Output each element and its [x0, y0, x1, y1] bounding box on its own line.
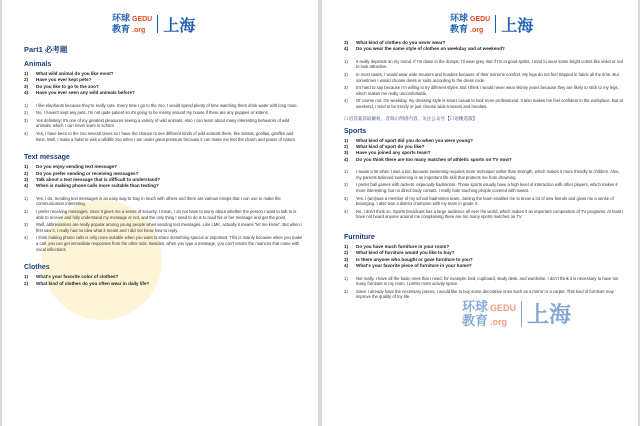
item-number: 1)	[344, 169, 348, 175]
promo-note: 口语答案获取解析，音频示例请内容，关注公众号【口语精选版】	[344, 115, 478, 121]
question-item	[24, 281, 304, 287]
answer-item	[344, 169, 624, 180]
section-title-sports: Sports	[344, 127, 367, 135]
question-text: Is there anyone who bought or gave furniture to you?	[356, 256, 473, 262]
logo-org-text: .org	[132, 27, 146, 34]
item-number: 4)	[24, 235, 28, 241]
answer-item	[344, 72, 624, 83]
logo-divider	[521, 301, 522, 327]
item-number: 1)	[24, 164, 29, 170]
right-content	[344, 40, 624, 300]
animals-answers	[24, 103, 304, 143]
item-number: 4)	[24, 183, 29, 189]
header-logo	[112, 12, 195, 36]
item-number: 3)	[344, 40, 349, 45]
question-text: What's your favorite color of clothes?	[36, 274, 119, 280]
question-text: What kind of sport do you like?	[356, 143, 425, 149]
logo-city: 上海	[527, 302, 572, 327]
question-text: Talk about a text message that is difficult to understand?	[36, 177, 161, 182]
item-number: 4)	[344, 156, 349, 162]
item-number: 1)	[24, 102, 28, 108]
left-content	[24, 44, 304, 287]
answer-item	[24, 235, 304, 252]
item-number: 4)	[24, 131, 28, 136]
answer-text: I like elephants because they're really cute. Every time I go to the zoo, I would spend plenty of time watching them drink water with long nose.	[36, 102, 298, 108]
logo-bottom-text: 教育	[462, 312, 489, 328]
logo-city: 上海	[501, 17, 534, 35]
animals-questions	[24, 71, 304, 97]
logo-gedu-text: GEDU	[490, 302, 517, 313]
answer-text: In most cases, I would wear wide trousers and hoodies because of their extreme comfort. My legs do not feel trapped in fabric all the time. But sometimes I would choose dress or suits according to the dress code.	[356, 72, 619, 83]
logo-org-text: .org	[470, 27, 484, 34]
item-number: 2)	[344, 72, 348, 77]
answer-text: It's hard to say because I'm willing to try different styles. But I think I would never wear skinny jeans because they are likely to stick to my legs, which makes me really uncomfortable.	[356, 85, 619, 96]
answer-text: Well, abbreviations are really popular among young people when sending text messages. Like LMK, actually it means "let me know". But when I first saw it, I really had no idea what it meant and I did not know how to reply.	[36, 222, 303, 233]
section-title-text-message: Text message	[24, 154, 70, 162]
clothes-questions	[24, 274, 304, 287]
answer-item	[24, 110, 304, 116]
question-text: What's your favorite piece of furniture in your home?	[356, 263, 472, 269]
furniture-questions	[344, 244, 624, 270]
question-text: Do you enjoy sending text message?	[36, 164, 117, 170]
answer-text: I prefer ball games with rackets, especially badminton. Those sports usually have a high level of interaction with other players, which makes it more interesting, but no direct body contact. I really hate touching people covered with sweat.	[356, 182, 618, 193]
item-number: 4)	[344, 98, 348, 104]
question-text: Do you like to go to the zoo?	[36, 83, 99, 89]
item-number: 3)	[24, 222, 28, 228]
item-number: 3)	[344, 85, 348, 91]
item-number: 1)	[344, 275, 348, 281]
item-number: 3)	[344, 256, 349, 262]
item-number: 1)	[344, 137, 349, 143]
logo-divider	[157, 15, 158, 33]
answer-text: Yes, I (am)was a member of my school badminton team. Joining the team enables me to know a lot of new friends and gives me a sense of belonging. I also won a district champion with my team in grade X.	[356, 195, 614, 207]
answer-text: Yes, I do. Sending text messages is an easy way to stay in touch with others and there are various emojis that I can use to make the communication interesting.	[36, 195, 281, 207]
item-number: 4)	[344, 46, 349, 52]
answer-item	[24, 118, 304, 129]
answer-item	[344, 276, 624, 287]
question-text: What kind of sport did you do when you were young?	[356, 137, 473, 143]
answer-item	[24, 196, 304, 207]
left-page	[2, 0, 318, 426]
mid-page-logo	[462, 298, 571, 329]
answer-text: It really depends on my mood. If I'm down in the dumps, I'll wear grey. But if I'm in good spirits, I tend to wear some bright colors like violet or red to look attractive.	[356, 58, 623, 70]
section-title-clothes: Clothes	[24, 264, 50, 272]
item-number: 1)	[24, 71, 29, 76]
answer-text: Not really. I have all the basic ones that I need, for example, bed, cupboard, study desk, and wardrobe. I don't think it is necessary to have too many furniture in my room. I prefer more activity space.	[356, 275, 619, 287]
sports-questions	[344, 138, 624, 164]
logo-top-text: 环球	[462, 298, 489, 314]
right-page	[322, 0, 638, 426]
header-logo-right	[450, 12, 533, 36]
question-text: What kind of clothes do you never wear?	[356, 40, 446, 45]
question-text: Do you think there are too many matches of athletic sports on TV now?	[356, 156, 512, 162]
item-number: 4)	[344, 263, 349, 269]
logo-top-text: 环球	[450, 13, 469, 23]
question-text: Have you joined any sports team?	[356, 150, 431, 156]
answer-text: Since I already have the necessary pieces, I would like to buy some decorative ones such as a mirror or a carpet. This kind of furniture may improve the quality of my life.	[356, 288, 614, 300]
answer-text: I think making phone calls is only more suitable when you want to share something special or important. This is mainly because when you make a call, you can get immediate responses from the other side. Besides, when you type a message, you can't render the nuances that come with vocal inflections.	[36, 235, 303, 252]
answer-text: I prefer receiving messages, since it gives me a sense of security. I mean, I do not have to worry about whether the person I want to talk to is able to receive and fully understand my message or not, and the only thing I need to do is to read his or her message and get the point.	[36, 209, 297, 220]
answer-text: Of course not. On weekday, my dressing style is smart casual to look more professional. It also makes me feel confident in the workplace. But at weekend, I tend to be trendy or just choose wide trousers and hoodies.	[356, 98, 623, 109]
question-text: Have you ever kept pets?	[36, 77, 92, 83]
clothes-questions-cont	[344, 40, 624, 53]
item-number: 2)	[344, 288, 348, 294]
item-number: 2)	[24, 280, 29, 286]
item-number: 4)	[24, 90, 29, 96]
answer-item	[344, 59, 624, 70]
answer-text: I swam a lot when I was a kid, because swimming requires more technique rather than strength, which makes it more friendly to children. Also, my parents believed swimming is an important life skill that protects me from drowning.	[356, 169, 620, 180]
logo-city: 上海	[163, 17, 196, 35]
answer-text: Yes, I have been to the zoo several times so I have the chance to see different kinds of wild animals there, like zebras, gorillas, giraffes and lions. Well, I make a habit to visit a wildlife zoo when I am under great pressure because it can make me feel the charm and power of nature.	[36, 131, 297, 142]
answer-item	[344, 85, 624, 96]
question-text: Do you have much furniture in your room?	[356, 243, 450, 249]
answer-item	[344, 182, 624, 193]
question-text: When is making phone calls more suitable than texting?	[36, 183, 159, 189]
answer-item	[344, 98, 624, 109]
item-number: 2)	[344, 250, 349, 256]
answer-item	[344, 196, 624, 207]
answer-item	[24, 131, 304, 142]
question-text: Have you ever seen any wild animals before?	[36, 90, 135, 96]
answer-item	[24, 209, 304, 220]
item-number: 3)	[24, 117, 28, 123]
logo-bottom-text: 教育	[112, 24, 131, 34]
item-number: 3)	[24, 177, 29, 182]
item-number: 1)	[344, 243, 349, 249]
part-title: Part1 必考题	[24, 45, 68, 54]
logo-gedu-text: GEDU	[132, 16, 153, 23]
item-number: 1)	[24, 274, 29, 280]
question-text: What kind of clothes do you often wear in daily life?	[36, 280, 150, 286]
section-title-animals: Animals	[24, 61, 52, 68]
item-number: 3)	[24, 83, 29, 89]
question-text: Do you wear the same style of clothes on weekday and at weekend?	[356, 46, 505, 52]
answer-text: No, I don't think so. Sports broadcast has a large audience all over the world, which makes it an important composition of TV programs. At least I have not heard anyone around me complaining there are too many sports matches on TV.	[356, 208, 624, 220]
answer-item	[24, 103, 304, 109]
item-number: 1)	[24, 195, 28, 201]
answer-item	[24, 222, 304, 233]
clothes-answers	[344, 59, 624, 110]
question-text: Do you prefer sending or receiving messages?	[36, 170, 139, 176]
section-title-furniture: Furniture	[344, 233, 375, 241]
item-number: 4)	[344, 208, 348, 214]
answer-text: No, I haven't kept any pets. I'm not quite patient so it's going to be messy around my house if there are any puppies or kittens.	[36, 110, 269, 116]
logo-divider	[495, 15, 496, 33]
question-text: What kind of furniture would you like to buy?	[356, 250, 455, 256]
item-number: 1)	[344, 58, 348, 64]
item-number: 2)	[24, 209, 28, 214]
text-message-questions	[24, 164, 304, 190]
answer-item	[344, 289, 624, 300]
question-text: What wild animal do you like most?	[36, 71, 114, 76]
answer-item	[344, 209, 624, 220]
item-number: 2)	[344, 143, 349, 149]
logo-top-text: 环球	[112, 13, 131, 23]
logo-org-text: .org	[490, 316, 508, 327]
item-number: 3)	[344, 150, 349, 156]
answer-text: Yes definitely! It's one of my greatest pleasures seeing a variety of wild animals. Also I can learn about many interesting behaviors of wild animals, which I can never learn in school.	[36, 117, 290, 129]
item-number: 3)	[344, 195, 348, 201]
logo-bottom-text: 教育	[450, 24, 469, 34]
item-number: 2)	[344, 182, 348, 188]
item-number: 2)	[24, 110, 28, 116]
furniture-answers	[344, 276, 624, 300]
sports-answers	[344, 169, 624, 220]
item-number: 2)	[24, 77, 29, 83]
item-number: 2)	[24, 170, 29, 176]
logo-gedu-text: GEDU	[470, 16, 491, 23]
text-message-answers	[24, 196, 304, 252]
